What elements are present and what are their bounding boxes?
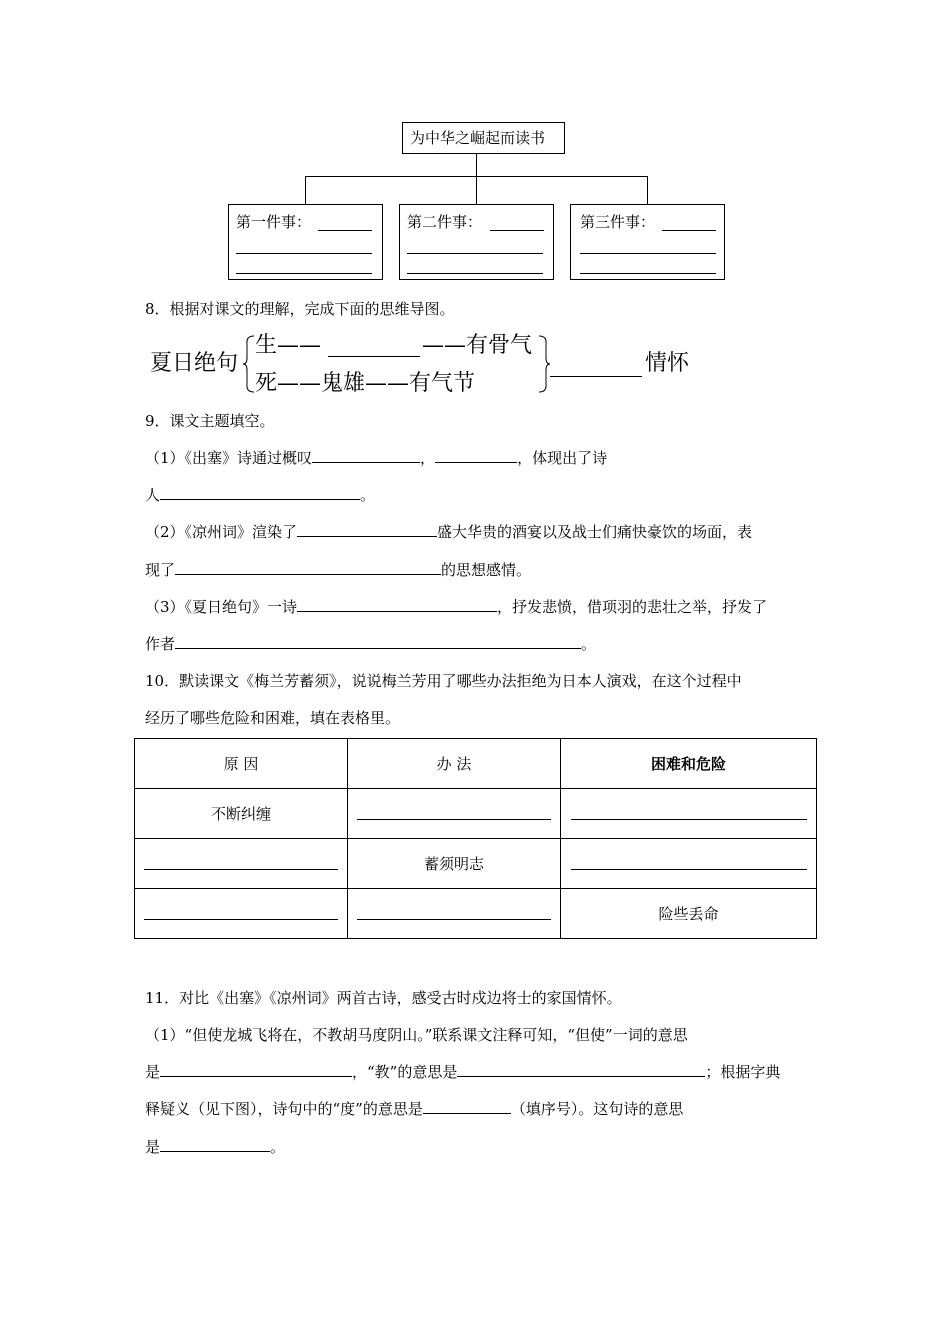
answer-line[interactable] bbox=[236, 273, 372, 274]
table-answer-cell[interactable] bbox=[348, 789, 561, 839]
diagram-connector bbox=[476, 154, 477, 176]
table-header-cell: 办 法 bbox=[348, 739, 561, 789]
answer-line[interactable] bbox=[407, 253, 543, 254]
answer-line[interactable] bbox=[490, 230, 544, 231]
q11-item-1: （1）“但使龙城飞将在，不教胡马度阴山。”联系课文注释可知，“但使”一词的意思 bbox=[145, 1026, 688, 1044]
diagram-connector bbox=[476, 176, 477, 204]
answer-line[interactable] bbox=[318, 230, 372, 231]
table-cell: 险些丢命 bbox=[561, 889, 817, 939]
answer-line[interactable] bbox=[571, 803, 807, 820]
answer-line[interactable] bbox=[144, 903, 338, 920]
q11-item-1-line3: 是 ，“教”的意思是 ；根据字典 bbox=[145, 1063, 781, 1081]
table-row bbox=[135, 839, 817, 889]
table-row bbox=[135, 789, 817, 839]
table-header-cell: 原 因 bbox=[135, 739, 348, 789]
mindmap-end: 情怀 bbox=[645, 351, 690, 376]
q11-prompt: 11．对比《出塞》《凉州词》两首古诗，感受古时戍边将士的家国情怀。 bbox=[145, 989, 622, 1007]
diagram-title: 为中华之崛起而读书 bbox=[410, 129, 546, 147]
table-cell: 蓄须明志 bbox=[348, 839, 561, 889]
answer-line[interactable] bbox=[407, 273, 543, 274]
table-header-cell: 困难和危险 bbox=[561, 739, 817, 789]
answer-line[interactable] bbox=[457, 1062, 705, 1077]
table-header-row bbox=[135, 739, 817, 789]
q9-item-1: （1）《出塞》诗通过概叹 ， ，体现出了诗 bbox=[145, 449, 608, 467]
answer-line[interactable] bbox=[160, 1137, 270, 1152]
table-answer-cell[interactable] bbox=[561, 789, 817, 839]
answer-line[interactable] bbox=[662, 230, 716, 231]
q9-item-1-cont: 人 。 bbox=[145, 486, 376, 504]
q8-prompt: 8．根据对课文的理解，完成下面的思维导图。 bbox=[145, 300, 455, 318]
answer-line[interactable] bbox=[571, 853, 807, 870]
mindmap-row2: 死——鬼雄——有气节 bbox=[255, 371, 476, 396]
q9-prompt: 9．课文主题填空。 bbox=[145, 412, 275, 430]
table-row bbox=[135, 889, 817, 939]
diagram-connector bbox=[647, 176, 648, 204]
answer-line[interactable] bbox=[580, 273, 716, 274]
diagram-box-1-label: 第一件事： bbox=[236, 213, 312, 231]
answer-line[interactable] bbox=[236, 253, 372, 254]
answer-line[interactable] bbox=[423, 1099, 511, 1114]
diagram-connector bbox=[305, 176, 306, 204]
mindmap-row1-end: ——有骨气 bbox=[422, 333, 533, 358]
q9-item-3: （3）《夏日绝句》一诗 ，抒发悲愤，借项羽的悲壮之举，抒发了 bbox=[145, 598, 768, 616]
answer-line[interactable] bbox=[297, 522, 437, 537]
answer-line[interactable] bbox=[550, 376, 642, 377]
answer-line[interactable] bbox=[175, 560, 441, 575]
q9-item-2-cont: 现了 的思想感情。 bbox=[145, 561, 532, 579]
mindmap-root: 夏日绝句 bbox=[150, 351, 239, 376]
q10-prompt-line2: 经历了哪些危险和困难，填在表格里。 bbox=[145, 709, 401, 727]
answer-line[interactable] bbox=[160, 485, 360, 500]
table-answer-cell[interactable] bbox=[135, 889, 348, 939]
answer-line[interactable] bbox=[357, 903, 551, 920]
table-answer-cell[interactable] bbox=[561, 839, 817, 889]
answer-line[interactable] bbox=[328, 356, 420, 357]
answer-line[interactable] bbox=[580, 253, 716, 254]
answer-line[interactable] bbox=[160, 1062, 352, 1077]
q9-item-3-cont: 作者 。 bbox=[145, 635, 597, 653]
q11-item-1-line5: 是 。 bbox=[145, 1138, 286, 1156]
q11-item-1-line4: 释疑义（见下图），诗句中的“度”的意思是 （填序号）。这句诗的意思 bbox=[145, 1100, 684, 1118]
answer-line[interactable] bbox=[357, 803, 551, 820]
left-brace-icon bbox=[242, 334, 256, 394]
answer-line[interactable] bbox=[435, 448, 517, 463]
mindmap-row1-start: 生—— bbox=[255, 333, 322, 358]
answer-line[interactable] bbox=[144, 853, 338, 870]
right-brace-icon bbox=[537, 334, 551, 394]
q10-prompt-line1: 10．默读课文《梅兰芳蓄须》，说说梅兰芳用了哪些办法拒绝为日本人演戏，在这个过程中 bbox=[145, 672, 742, 690]
answer-line[interactable] bbox=[175, 634, 581, 649]
table-cell: 不断纠缠 bbox=[135, 789, 348, 839]
q9-item-2: （2）《凉州词》渲染了 盛大华贵的酒宴以及战士们痛快豪饮的场面，表 bbox=[145, 523, 753, 541]
diagram-box-3-label: 第三件事： bbox=[580, 213, 656, 231]
table-answer-cell[interactable] bbox=[348, 889, 561, 939]
table-answer-cell[interactable] bbox=[135, 839, 348, 889]
q10-table bbox=[134, 738, 817, 939]
diagram-box-2-label: 第二件事： bbox=[407, 213, 483, 231]
answer-line[interactable] bbox=[297, 597, 497, 612]
answer-line[interactable] bbox=[312, 448, 420, 463]
